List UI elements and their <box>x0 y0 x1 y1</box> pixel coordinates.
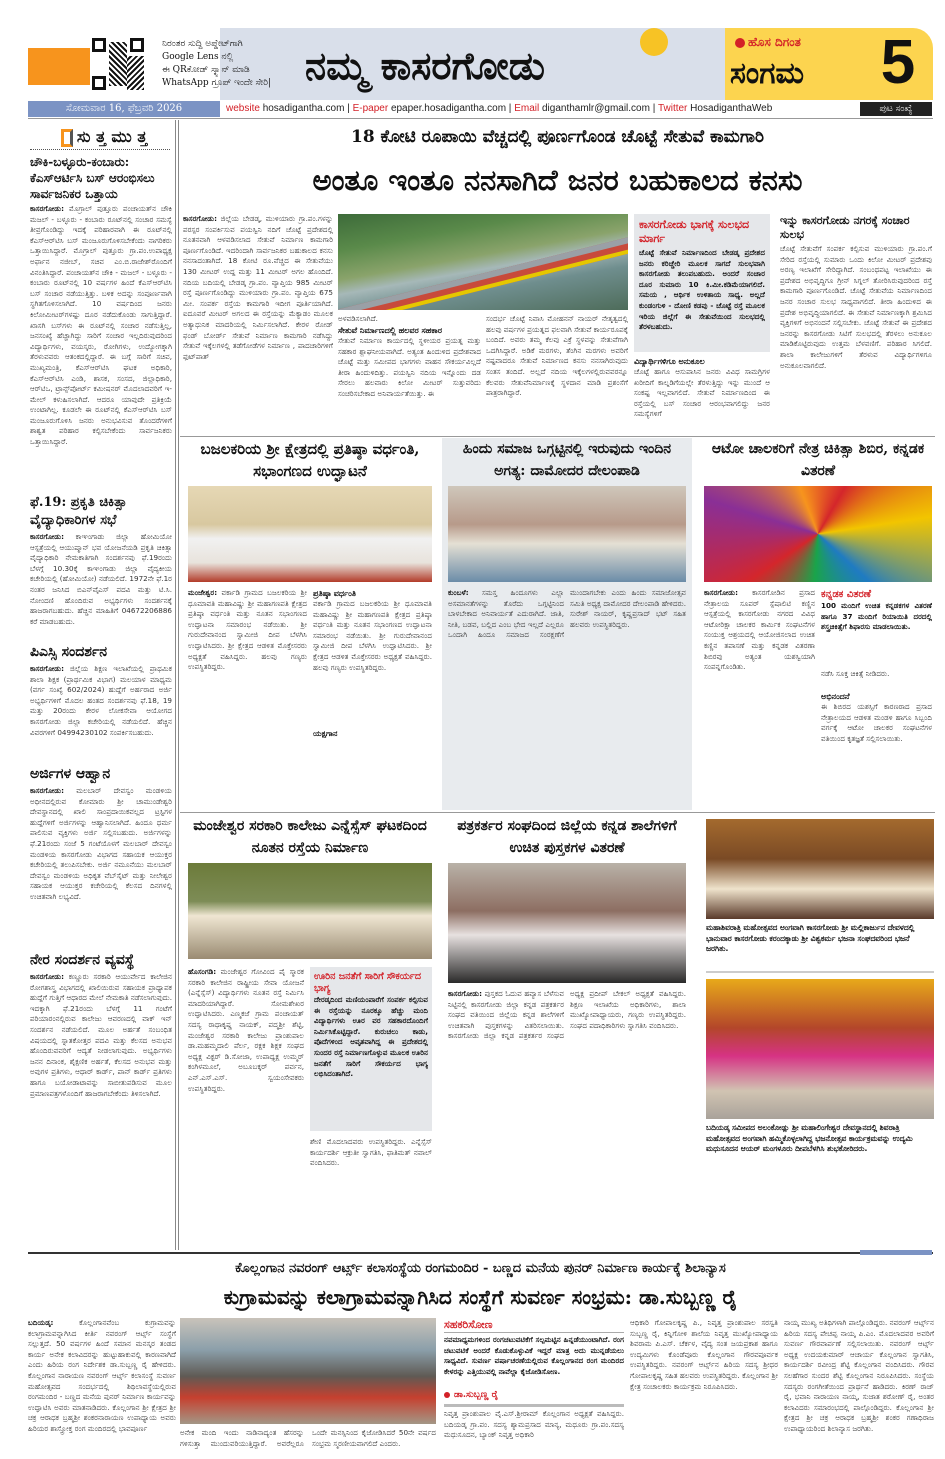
twitter-link[interactable]: HosadiganthaWeb <box>690 103 773 114</box>
article-headline: ಆಟೋ ಚಾಲಕರಿಗೆ ನೇತ್ರ ಚಿಕಿತ್ಸಾ ಶಿಬಿರ, ಕನ್ನಡಕ ವಿತರಣೆ <box>711 441 925 479</box>
qr-line: ಈ QRಕೋಡ್ ಸ್ಕ್ಯಾನ್ ಮಾಡಿ <box>162 65 250 75</box>
lead-headline: ಅಂತೂ ಇಂತೂ ನನಸಾಗಿದೆ ಜನರ ಬಹುಕಾಲದ ಕನಸು <box>312 163 803 197</box>
box-body: 100 ಮಂದಿಗೆ ಉಚಿತ ಕನ್ನಡಕಗಳ ವಿತರಣೆ ಹಾಗೂ 37 ಮಂದಿಗೆ ರಿಯಾಯಿತಿ ದರದಲ್ಲಿ ಶಸ್ತ್ರಚಿಕಿತ್ಸೆಗೆ ಶಿಫಾರಸು ಮಾಡಲಾಯಿತು. <box>821 601 932 632</box>
qr-line: WhatsApp ಗ್ರೂಪ್ ಇಂದೇ ಸೇರಿ| <box>162 78 272 88</box>
column-divider <box>175 120 179 1250</box>
bottom-body-col4: ಆಧಿಕಾರಿ ಗೋಪಾಲಕೃಷ್ಣ ಪಿ., ನಿವೃತ್ತ ಪ್ರಾಂಶುಪಾಲ ಸರಸ್ವತಿ ಸುಬ್ಬಣ್ಣ ರೈ, ಕಿನ್ನಿಗೋಳಿ ಶಾಲೆಯ ನಿವೃತ್ತ ಮುಖ್ಯೋಪಾಧ್ಯಾಯ ಶಿವರಾಮ ಪಿ.ಎಸ್. ಚೆರ್ಕಳ, ವೈದ್ಯ ಸಂತ ಜಯಪ್ರಕಾಶ ಹಾಗೂ ಉದ್ಯಮಿಗಳು ಕೊಂಡೆವೂರು ಕೊಲ್ಲಂಗಾನ ಗೌರವಪೂರ್ವಕ ಉಪಸ್ಥಿತರಿದ್ದರು. ನವರಂಗ್ ಆರ್ಟ್ಸ್‌ನ ಹಿರಿಯ ಸದಸ್ಯ ಶ್ರೀಧರ ಗೋಪಾಲಕೃಷ್ಣ ಸಹಿತ ಹಲವರು ಉಪಸ್ಥಿತರಿದ್ದರು. ಕೊಲ್ಲಂಗಾನ ಶ್ರೀ ಕ್ಷೇತ್ರ ಸಂಚಾಲಕರು ಕಾರ್ಯಕ್ರಮ ನಿರೂಪಿಸಿದರು. <box>630 1318 778 1391</box>
divider <box>28 1252 933 1254</box>
sidebox-body: ಚೊಟ್ಟೆ ಸೇತುವೆ ನಿರ್ಮಾಣದಿಂದ ಬೇಡಡ್ಕ ಪ್ರದೇಶದ ಜನರು ಕರಿಚ್ಚೇರಿ ಮೂಲಕ ಸಾಗದೆ ಸುಲಭವಾಗಿ ಕಾಸರಗೋಡು ತಲುಪಬಹುದು. ಅಂದರೆ ಸಂಚಾರ ದೂರ ಸುಮಾರು 10 ಕಿ.ಮೀ.ಕಡಿಮೆಯಾಗಲಿದೆ. ಸಮಯ , ಆರ್ಥಿಕ ಉಳಿತಾಯ ಸಾಧ್ಯ. ಅಲ್ಲದೆ ಕುಂಡಂಗುಳಿ - ದೋಣಿ ಕಡವು - ಚೊಟ್ಟೆ ರಸ್ತೆ ಮೂಲಕ ಇರಿಯ ಜಿಲ್ಲೆಗೆ ಈ ಸೇತುವೆಯಿಂದ ಸುಲಭದಲ್ಲಿ ತೆರಳಬಹುದು. <box>639 248 765 332</box>
article-headline: ನೇರ ಸಂದರ್ಶನ ವ್ಯವಸ್ಥೆ <box>30 952 135 968</box>
contact-links: website hosadigantha.com | E-paper epaper.hosadigantha.com | Email diganthamlr@gmail.com | Twitter HosadiganthaWeb <box>226 103 773 114</box>
article-headline: ಚೌಕಿ-ಬಳ್ಳೂರು-ಕಂಬಾರು: ಕೆಎಸ್ಆರ್ಟಿಸಿ ಬಸ್ ಆರಂಭಿಸಲು ಸಾರ್ವಜನಿಕರ ಒತ್ತಾಯ <box>30 155 155 201</box>
website-link[interactable]: hosadigantha.com <box>262 103 345 114</box>
article-manjeshwar <box>182 815 438 1249</box>
quote-title: ಸಹಕರಿಸೋಣ <box>444 1318 493 1331</box>
bottom-headline: ಕುಗ್ರಾಮವನ್ನು ಕಲಾಗ್ರಾಮವನ್ನಾಗಿಸಿದ ಸಂಸ್ಥೆಗೆ ಸುವರ್ಣ ಸಂಭ್ರಮ: ಡಾ.ಸುಬ್ಬಣ್ಣ ರೈ <box>223 1285 738 1309</box>
foundation-photo <box>180 1318 436 1424</box>
divider <box>444 1404 624 1407</box>
box-body: ದೇರಡ್ಕದಿಂದ ಮಣಿಯಂಪಾರೆಗೆ ಸಂಪರ್ಕ ಕಲ್ಪಿಸುವ ಈ ರಸ್ತೆಯನ್ನು ನೂರಕ್ಕೂ ಹೆಚ್ಚು ಮಂದಿ ವಿದ್ಯಾರ್ಥಿಗಳು ಊರ ವರ ಸಹಕಾರದೊಂದಿಗೆ ನಿರ್ಮಿಸಿಕೊಟ್ಟಿದ್ದಾರೆ. ಕುರುಚಲು ಕಾಡು, ಪೊದೆಗಳಿಂದ ಆವೃತವಾಗಿದ್ದ ಈ ಪ್ರದೇಶದಲ್ಲಿ ಸುಂದರ ರಸ್ತೆ ನಿರ್ಮಾಣಗೊಳ್ಳುವ ಮೂಲಕ ಊರಿನ ಜನತೆಗೆ ಸಾರಿಗೆ ಸೌಕರ್ಯದ ಭಾಗ್ಯ ಲಭಿಸಿದಂತಾಗಿದೆ. <box>314 995 428 1079</box>
divider <box>180 812 935 813</box>
bottom-subheadline: ಕೊಲ್ಲಂಗಾನ ನವರಂಗ್ ಆರ್ಟ್ಸ್ ಕಲಾಸಂಸ್ಥೆಯ ರಂಗಮಂದಿರ - ಬಣ್ಣದ ಮನೆಯ ಪುನರ್ ನಿರ್ಮಾಣ ಕಾರ್ಯಕ್ಕೆ ಶಿಲಾನ್ಯಾಸ <box>235 1261 726 1276</box>
article-body: ಕಾಸರಗೋಡು: ಜಿಲ್ಲೆಯ ಶಿಕ್ಷಣ ಇಲಾಖೆಯಲ್ಲಿ ಪ್ರಾಥಮಿಕ ಶಾಲಾ ಶಿಕ್ಷಕ (ಪ್ರಾರ್ಥಮಿಕ ವಿಭಾಗ) ಮಲಯಾಳ ಮಾಧ್ಯಮ (ವರ್ಗ ಸಂಖ್ಯೆ 602/2024) ಹುದ್ದೆಗೆ ಅರ್ಹರಾದ ಅರ್ಜಿ ಅಭ್ಯರ್ಥಿಗಳಿಗೆ ಮೊದಲ ಹಂತದ ಸಂದರ್ಶನವು ಫೆ.18, 19 ಮತ್ತು 20ರಂದು ಕೇರಳ ಲೋಕಸೇವಾ ಆಯೋಗದ ಕಾಸರಗೋಡು ಜಿಲ್ಲಾ ಕಚೇರಿಯಲ್ಲಿ ನಡೆಯಲಿದೆ. ಹೆಚ್ಚಿನ ವಿವರಗಳಿಗೆ 04994230102 ಸಂಪರ್ಕಿಸಬಹುದು. <box>30 664 172 737</box>
lead-subheadline: 18 ಕೋಟಿ ರೂಪಾಯಿ ವೆಚ್ಚದಲ್ಲಿ ಪೂರ್ಣಗೊಂಡ ಚೊಟ್ಟೆ ಸೇತುವೆ ಕಾಮಗಾರಿ <box>350 127 764 147</box>
divider <box>30 149 170 150</box>
text: ಸೇತುವೆ ನಿರ್ಮಾಣ ಕಾರ್ಯದಲ್ಲಿ ಸ್ಥಳೀಯರ ಪ್ರಯತ್ನ ಮತ್ತು ಸಹಕಾರ ಶ್ಲಾಘನೀಯವಾಗಿದೆ. ಅತ್ಯಂತ ಹಿಂದುಳಿದ ಪ್ರದೇಶವಾದ ಚೊಟ್ಟೆ ಮತ್ತು ಸಮೀಪದ ಭಾಗಗಳು ವಾಹನ ಸೌಕರ್ಯವಿಲ್ಲದೆ ತೀರಾ ಹಿಂದುಳಿದಿತ್ತು. ಪಯಸ್ವಿನಿ ನದಿಯ ಇನ್ನೊಂದು ದಡ ಸೇರಲು ಹಲವಾರು ಕಿಲೋ ಮೀಟರ್ ಸುತ್ತುವರಿದು ಸಂಚರಿಸಬೇಕಾದ ಅನಿವಾರ್ಯತೆಯಿತ್ತು. ಈ <box>338 336 481 398</box>
left-column <box>30 152 172 1248</box>
sun-decoration <box>640 28 668 56</box>
article-body: ಕಾಸರಗೋಡು: ಪುಸ್ತಕದ ಓದುವ ಹವ್ಯಾಸ ಬೆಳೆಸುವ ನಿಟ್ಟಿನಲ್ಲಿ ಕಾಸರಗೋಡು ಜಿಲ್ಲಾ ಕನ್ನಡ ಪತ್ರಕರ್ತರ ಸಂಘದ ವತಿಯಿಂದ ಜಿಲ್ಲೆಯ ಕನ್ನಡ ಶಾಲೆಗಳಿಗೆ ಉಚಿತವಾಗಿ ಪುಸ್ತಕಗಳನ್ನು ವಿತರಿಸಲಾಯಿತು. ಕಾಸರಗೋಡು ಜಿಲ್ಲಾ ಕನ್ನಡ ಪತ್ರಕರ್ತರ ಸಂಘದ ಅಧ್ಯಕ್ಷ ಪ್ರದೀಪ್ ಬೇಕಲ್ ಅಧ್ಯಕ್ಷತೆ ವಹಿಸಿದ್ದರು. ಶಿಕ್ಷಣ ಇಲಾಖೆಯ ಅಧಿಕಾರಿಗಳು, ಶಾಲಾ ಮುಖ್ಯೋಪಾಧ್ಯಾಯರು, ಗಣ್ಯರು ಉಪಸ್ಥಿತರಿದ್ದರು. ಸಂಘದ ಪದಾಧಿಕಾರಿಗಳು ಸ್ವಾಗತಿಸಿ ವಂದಿಸಿದರು. <box>448 989 686 1041</box>
photo-caption: ಬದಿಯಡ್ಕ ಸಮೀಪದ ಅಲಂಕೋಡ್ಲು ಶ್ರೀ ಮಹಾಲಿಂಗೇಶ್ವರ ದೇವಸ್ಥಾನದಲ್ಲಿ ಶಿವರಾತ್ರಿ ಮಹೋತ್ಸವದ ಅಂಗವಾಗಿ ಹಮ್ಮಿಕೊಳ್ಳಲಾಗಿದ್ದ ಭಜನೋತ್ಸವ ಕಾರ್ಯಕ್ರಮವನ್ನು ಉದ್ಯಮಿ ಮಧುಸೂದನ ಆಯರ್ ಮಂಗಳೂರು ದೀಪಬೆಳಗಿಸಿ ಶುಭಕೋರಿದರು. <box>706 1123 913 1153</box>
article-bajalakari <box>182 438 438 810</box>
issue-date: ಸೋಮವಾರ 16, ಫೆಬ್ರವರಿ 2026 <box>28 101 220 117</box>
subheading: ವಿದ್ಯಾರ್ಥಿಗಳಿಗೂ ಅನುಕೂಲ <box>634 356 705 366</box>
article-headline: ಪತ್ರಕರ್ತರ ಸಂಘದಿಂದ ಜಿಲ್ಲೆಯ ಕನ್ನಡ ಶಾಲೆಗಳಿಗೆ ಉಚಿತ ಪುಸ್ತಕಗಳ ವಿತರಣೆ <box>457 818 677 856</box>
text: ಅಳವಡಿಸಲಾಗಿದೆ. <box>338 314 378 323</box>
qr-code-icon[interactable] <box>92 38 144 90</box>
page-tag: ಪುಟ ಸಂಖ್ಯೆ <box>860 102 932 116</box>
article-body: ಮಂಜೇಶ್ವರ: ವರ್ಕಾಡಿ ಗ್ರಾಮದ ಬಜಲಕರಿಯ ಶ್ರೀ ಧೂಮಾವತಿ ಮಹಾವಿಷ್ಣು ಶ್ರೀ ಮಹಾಗಣಪತಿ ಕ್ಷೇತ್ರದ ಪ್ರತಿಷ್ಠಾ ವರ್ಧಂತಿ ಮತ್ತು ನೂತನ ಸಭಾಂಗಣದ ಉದ್ಘಾಟನಾ ಸಮಾರಂಭ ನಡೆಯಿತು. ಶ್ರೀ ಗುರುದೇವಾನಂದ ಸ್ವಾಮೀಜಿ ದೀಪ ಬೆಳಗಿಸಿ ಉದ್ಘಾಟಿಸಿದರು. ಶ್ರೀ ಕ್ಷೇತ್ರದ ಆಡಳಿತ ಮೊಕ್ತೇಸರರು ಅಧ್ಯಕ್ಷತೆ ವಹಿಸಿದ್ದರು. ಹಲವು ಗಣ್ಯರು ಉಪಸ್ಥಿತರಿದ್ದರು. <box>188 588 307 672</box>
sidebox-title: ಕಾಸರಗೋಡು ಭಾಗಕ್ಕೆ ಸುಲಭದ ಮಾರ್ಗ <box>639 218 750 245</box>
ngo-road-photo <box>188 863 432 959</box>
article-headline: ಮಂಜೇಶ್ವರ ಸರಕಾರಿ ಕಾಲೇಜು ಎನ್ನೆಸ್ಸೆಸ್ ಘಟಕದಿಂದ ನೂತನ ರಸ್ತೆಯ ನಿರ್ಮಾಣ <box>193 818 427 856</box>
link-label: E-paper <box>352 103 389 114</box>
text: ನಡೆಸಿ ಸೂಕ್ತ ಚಿಕಿತ್ಸೆ ನೀಡಿದರು. <box>821 669 890 678</box>
divider <box>180 436 935 437</box>
lead-body-col1: ಕಾಸರಗೋಡು: ಜಿಲ್ಲೆಯ ಬೇಡಡ್ಕ, ಮುಳಿಯಾರು ಗ್ರಾ.ಪಂ.ಗಳನ್ನು ಪರಸ್ಪರ ಸಂಪರ್ಕಿಸುವ ಪಯಸ್ವಿನಿ ನದಿಗೆ ಚೊಟ್ಟೆ ಪ್ರದೇಶದಲ್ಲಿ ನೂತನವಾಗಿ ಆಳವಡಿಸಲಾದ ಸೇತುವೆ ನಿರ್ಮಾಣ ಕಾಮಗಾರಿ ಪೂರ್ಣಗೊಂಡಿದೆ. ಇದರಿಂದಾಗಿ ಸಾರ್ವಜನಿಕರ ಬಹುಕಾಲದ ಕನಸು ನನಸಾದಂತಾಗಿದೆ. 18 ಕೋಟಿ ರೂ.ವೆಚ್ಚದ ಈ ಸೇತುವೆಯು 130 ಮೀಟರ್ ಉದ್ದ ಮತ್ತು 11 ಮೀಟರ್ ಅಗಲ ಹೊಂದಿದೆ. ನದಿಯ ಬದಿಯಲ್ಲಿ ಬೇಡಡ್ಕ ಗ್ರಾ.ಪಂ. ವ್ಯಾಪ್ತಿಯ 985 ಮೀಟರ್ ರಸ್ತೆ ಪೂರ್ಣಗೊಂಡಿದ್ದು ಮುಳಿಯಾರು ಗ್ರಾ.ಪಂ. ವ್ಯಾಪ್ತಿಯ 675 ಮೀ. ಸಂಪರ್ಕ ರಸ್ತೆಯ ಕಾಮಗಾರಿ ಇದೀಗ ಪೂರ್ತಿಯಾಗಿದೆ. ಐದೂವರೆ ಮೀಟರ್ ಅಗಲದ ಈ ರಸ್ತೆಯನ್ನು ಮೆಕ್ಯಾಡಂ ಮೂಲಕ ಅತ್ಯಾಧುನಿಕ ಮಾದರಿಯಲ್ಲಿ ನಿರ್ಮಿಸಲಾಗಿದೆ. ಕೇರಳ ರೋಡ್ ಫಂಡ್ ಬೋರ್ಡ್ ಸೇತುವೆ ನಿರ್ಮಾಣ ಕಾಮಗಾರಿ ನಡೆಸಿದ್ದು ಸೇತುವೆ ಇಕ್ಕೆಲಗಳಲ್ಲಿ ತಡೆಗೋಡೆಗಳ ನಿರ್ಮಾಣ , ಪಾದಚಾರಿಗಳಿಗೆ ಫುಟ್‌ಪಾತ್ <box>183 214 333 361</box>
article-headline: ಅರ್ಜಿಗಳ ಆಹ್ವಾನ <box>30 766 111 782</box>
accent-bar <box>860 1250 932 1255</box>
page-number: 5 <box>880 28 916 97</box>
door-icon <box>61 129 73 147</box>
book-distribution-photo <box>448 863 686 983</box>
lead-body-col3: ಸಂದರ್ಭ ಚೊಟ್ಟೆ ನಿವಾಸಿ ಮೋಹನನ್ ನಾಯರ್ ನೇತೃತ್ವದಲ್ಲಿ ಹಲವು ವರ್ಷಗಳ ಪ್ರಯತ್ನದ ಫಲವಾಗಿ ಸೇತುವೆ ಕಾರ್ಯರೂಪಕ್ಕೆ ಬಂದಿದೆ. ಅವರು ತಮ್ಮ ಕೆಲವು ಎಕ್ರೆ ಸ್ಥಳವನ್ನು ಸೇತುವೆಗಾಗಿ ಒದಗಿಸಿದ್ದಾರೆ. ಅಡಿಕೆ ಮರಗಳು, ತೆಂಗಿನ ಮರಗಳು ಅವರಿಗೆ ನಷ್ಟವಾದರೂ ಸೇತುವೆ ನಿರ್ಮಾಣದ ಕನಸು ನನಸಾಗಿರುವುದು ಸಂತಸ ತಂದಿದೆ. ಅಲ್ಲದೆ ನದಿಯ ಇಕ್ಕೆಲಗಳಲ್ಲಿರುವವರನ್ನೂ ಕೆಲವರು ಸೇತುವೆನಿರ್ಮಾಣಕ್ಕೆ ಸ್ಥಳದಾನ ಮಾಡಿ ಪ್ರಶಂಸೆಗೆ ಪಾತ್ರರಾಗಿದ್ದಾರೆ. <box>486 314 628 398</box>
article-body: ಶೇಣಿ ಮೊದಲಾದವರು ಉಪಸ್ಥಿತರಿದ್ದರು. ಎನ್ನೆಸ್ಸೆಸ್ ಕಾರ್ಯದರ್ಶಿ ಆಕ್ರುತೀ ಸ್ವಾಗತಿಸಿ, ಫಾತಿಮತ್ ನವಾಲ್ ವಂದಿಸಿದರು. <box>310 1137 432 1168</box>
divider <box>706 971 934 973</box>
article-body: ವರ್ಕಾಡಿ ಗ್ರಾಮದ ಬಜಲಕರಿಯ ಶ್ರೀ ಧೂಮಾವತಿ ಮಹಾವಿಷ್ಣು ಶ್ರೀ ಮಹಾಗಣಪತಿ ಕ್ಷೇತ್ರದ ಪ್ರತಿಷ್ಠಾ ವರ್ಧಂತಿ ಮತ್ತು ನೂತನ ಸಭಾಂಗಣದ ಉದ್ಘಾಟನಾ ಸಮಾರಂಭ ನಡೆಯಿತು. ಶ್ರೀ ಗುರುದೇವಾನಂದ ಸ್ವಾಮೀಜಿ ದೀಪ ಬೆಳಗಿಸಿ ಉದ್ಘಾಟಿಸಿದರು. ಶ್ರೀ ಕ್ಷೇತ್ರದ ಆಡಳಿತ ಮೊಕ್ತೇಸರರು ಅಧ್ಯಕ್ಷತೆ ವಹಿಸಿದ್ದರು. ಹಲವು ಗಣ್ಯರು ಉಪಸ್ಥಿತರಿದ್ದರು. <box>313 599 432 672</box>
subheading: ಅಭಿನಂದನೆ <box>821 691 850 701</box>
subheading: ಪ್ರತಿಷ್ಠಾ ವರ್ಧಂತಿ <box>313 588 357 598</box>
article-eye-camp <box>698 438 938 810</box>
text: ಈ ಶಿಬಿರದ ಯಶಸ್ಸಿಗೆ ಕಾರಣರಾದ ಪ್ರಸಾದ ನೇತ್ರಾಲಯದ ಆಡಳಿತ ಮಂಡಳಿ ಹಾಗೂ ಸಿಬ್ಬಂದಿ ವರ್ಗಕ್ಕೆ ಆಟೋ ಚಾಲಕರ ಸಂಘಟನೆಗಳ ವತಿಯಿಂದ ಕೃತಜ್ಞತೆ ಸಲ್ಲಿಸಲಾಯಿತು. <box>821 702 932 743</box>
side-body: ಚೊಟ್ಟೆ ಸೇತುವೆಗೆ ಸಂಪರ್ಕ ಕಲ್ಪಿಸುವ ಮುಳಿಯಾರು ಗ್ರಾ.ಪಂ.ಗೆ ಸೇರಿದ ರಸ್ತೆಯಲ್ಲಿ ಸುಮಾರು ಒಂದು ಕಿಲೋ ಮೀಟರ್ ಪ್ರದೇಶವು ಅರಣ್ಯ ಇಲಾಖೆಗೆ ಸೇರಿದ್ದಾಗಿದೆ. ಸಂಬಂಧಪಟ್ಟ ಇಲಾಖೆಯು ಈ ಪ್ರದೇಶದ ಅಭಿವೃದ್ಧಿಗೂ ಗ್ರೀನ್ ಸಿಗ್ನಲ್ ತೋರಿಸಿರುವುದರಿಂದ ರಸ್ತೆ ಕಾಮಗಾರಿ ಪೂರ್ಣಗೊಂಡಿದೆ. ಚೊಟ್ಟೆ ಸೇತುವೆಯ ನಿರ್ಮಾಣದಿಂದ ಜನರ ಸಂಚಾರ ಸುಲಭ ಸಾಧ್ಯವಾಗಲಿದೆ. ತೀರಾ ಹಿಂದುಳಿದ ಈ ಪ್ರದೇಶ ಅಭಿವೃದ್ಧಿಯಾಗಲಿದೆ. ಈ ಸೇತುವೆ ನಿರ್ಮಾಣಕ್ಕಾಗಿ ಶ್ರಮಿಸಿದ ವ್ಯಕ್ತಿಗಳಿಗೆ ಅಭಿನಂದನೆ ಸಲ್ಲಿಸಬೇಕು. ಚೊಟ್ಟೆ ಸೇತುವೆ ಈ ಪ್ರದೇಶದ ಜನರನ್ನು ಕಾಸರಗೋಡು ಸಿಟಿಗೆ ಸುಲಭದಲ್ಲಿ ತೆರಳಲು ಅನುಕೂಲ ಮಾಡಿಕೊಟ್ಟಿರುವುದು ಉತ್ತಮ ಬೆಳವಣಿಗೆ. ಪರಿಹಾರ ಸಿಗಲಿದೆ. ಶಾಲಾ ಕಾಲೇಜುಗಳಿಗೆ ತೆರಳುವ ವಿದ್ಯಾರ್ಥಿಗಳಿಗೂ ಅನುಕೂಲವಾಗಲಿದೆ. <box>780 244 932 370</box>
photo-news-column <box>700 815 940 1249</box>
text: ಚೊಟ್ಟೆ ಹಾಗೂ ಆಸುಪಾಸಿನ ಜನರು ವಿವಿಧ ಸಾಮಗ್ರಿಗಳ ಖರೀದಿಗೆ ಕಾಲ್ನಡಿಗೆಯಲ್ಲೇ ತೆರಳುತ್ತಿದ್ದು ಇನ್ನು ಮುಂದೆ ಆ ಸಂಕಷ್ಟ ಇಲ್ಲವಾಗಲಿದೆ. ಸೇತುವೆ ನಿರ್ಮಾಣದಿಂದ ಈ ರಸ್ತೆಯಲ್ಲಿ ಬಸ್ ಸಂಚಾರ ಆರಂಭವಾಗಲಿದ್ದು ಜನರ ಸಮಸ್ಯೆಗಳಿಗೆ <box>634 367 770 419</box>
eye-camp-photo <box>704 486 932 582</box>
photo-caption: ಮಹಾಶಿವರಾತ್ರಿ ಮಹೋತ್ಸವದ ಅಂಗವಾಗಿ ಕಾಸರಗೋಡು ಶ್ರೀ ಮಲ್ಲಿಕಾರ್ಜುನ ದೇವಳದಲ್ಲಿ ಭಾನುವಾರ ಕಾಸರಗೋಡು ಕರಂದಕ್ಕಾಡು ಶ್ರೀ ವಿಶ್ವಕರ್ಮ ಭಜನಾ ಸಂಘದವರಿಂದ ಭಜನೆ ಜರಗಿತು. <box>706 923 915 953</box>
info-box <box>310 967 432 1131</box>
article-headline: ಹಿಂದು ಸಮಾಜ ಒಗ್ಗಟ್ಟಿನಲ್ಲಿ ಇರುವುದು ಇಂದಿನ ಅಗತ್ಯ: ದಾಮೋದರ ದೇಲಂಪಾಡಿ <box>462 441 672 479</box>
divider <box>28 118 933 119</box>
bhajan-photo <box>706 819 934 919</box>
article-body: ಕಾಸರಗೋಡು: ಕಾಸರಗೋಡಿನ ಪ್ರಸಾದ ನೇತ್ರಾಲಯ ಸೂಪರ್ ಸ್ಪೆಷಾಲಿಟಿ ಕಣ್ಣಿನ ಆಸ್ಪತ್ರೆಯಲ್ಲಿ ಕಾಸರಗೋಡು ನಗರದ ವಿವಿಧ ಆಟೋರಿಕ್ಷಾ ಚಾಲಕರ ಕಾರ್ಮಿಕ ಸಂಘಟನೆಗಳ ಸಂಯುಕ್ತ ಆಶ್ರಯದಲ್ಲಿ ಆಯೋಜಿಸಲಾದ ಉಚಿತ ಕಣ್ಣಿನ ತಪಾಸಣೆ ಮತ್ತು ಕನ್ನಡಕ ವಿತರಣಾ ಶಿಬಿರವು ಅತ್ಯಂತ ಯಶಸ್ವಿಯಾಗಿ ಸಂಪನ್ನಗೊಂಡಿತು. <box>704 588 815 672</box>
brand-logo: ಹೊಸ ದಿಗಂತ <box>735 34 855 50</box>
orange-block <box>28 48 90 85</box>
text: ನಿವೃತ್ತ ಪ್ರಾಂಶುಪಾಲ ವೈ.ಎಸ್.ಶ್ರೀರಾಮ್ ಕೊಲ್ಲಂಗಾನ ಅಧ್ಯಕ್ಷತೆ ವಹಿಸಿದ್ದರು. ಬದಿಯಡ್ಕ ಗ್ರಾ.ಪಂ. ಸದಸ್ಯ ಶ್ಯಾಮಪ್ರಸಾದ ಮಾನ್ಯ, ಮಧೂರು ಗ್ರಾ.ಪಂ.ಸದಸ್ಯ ಮಧುಸೂದನ, ಬ್ಯಾಂಕ್ ನಿವೃತ್ತ ಅಧಿಕಾರಿ <box>444 1409 624 1440</box>
side-title: ಇನ್ನು ಕಾಸರಗೋಡು ನಗರಕ್ಕೆ ಸಂಚಾರ ಸುಲಭ <box>780 214 910 241</box>
lead-side-column <box>780 214 932 432</box>
article-hindu-samaja <box>442 438 692 810</box>
article-body: ಕಾಸರಗೋಡು: ಕಣ್ಣೂರು ಸರಕಾರಿ ಆಯುರ್ವೇದ ಕಾಲೇಜಿನ ರೋಗಶಾಸ್ತ್ರ ವಿಭಾಗದಲ್ಲಿ ಖಾಲಿಯಿರುವ ಸಹಾಯಕ ಪ್ರಾಧ್ಯಾಪಕ ಹುದ್ದೆಗೆ ಗುತ್ತಿಗೆ ಆಧಾರದ ಮೇಲೆ ನೇಮಕಾತಿ ನಡೆಸಲಾಗುವುದು. ಇದಕ್ಕಾಗಿ ಫೆ.21ರಂದು ಬೆಳಗ್ಗೆ 11 ಗಂಟೆಗೆ ಪರಿಯಾರಂನಲ್ಲಿರುವ ಕಾಲೇಜು ಆವರಣದಲ್ಲಿ ವಾಕ್ ಇನ್ ಸಂದರ್ಶನ ನಡೆಯಲಿದೆ. ಮೂಲ ಅರ್ಹತೆ ಸಂಬಂಧಿತ ವಿಷಯದಲ್ಲಿ ಸ್ನಾತಕೋತ್ತರ ಪದವಿ ಮತ್ತು ಕೆಲಸದ ಅನುಭವ ಹೊಂದಿರುವವರಿಗೆ ಆದ್ಯತೆ ನೀಡಲಾಗುವುದು. ಅಭ್ಯರ್ಥಿಗಳು ಜನನ ದಿನಾಂಕ, ಶೈಕ್ಷಣಿಕ ಅರ್ಹತೆ, ಕೆಲಸದ ಅನುಭವ ಮತ್ತು ಅವುಗಳ ಪ್ರತಿಗಳು, ಆಧಾರ್ ಕಾರ್ಡ್, ಪಾನ್ ಕಾರ್ಡ್ ಪ್ರತಿಗಳು ಹಾಗೂ ಬಯೋಡಾಟಾವನ್ನು ಸಾಬೀತುಪಡಿಸುವ ಮೂಲ ಪ್ರಮಾಣಪತ್ರಗಳೊಂದಿಗೆ ಹಾಜರಾಗಬೇಕೆಂದು ತಿಳಿಸಲಾಗಿದೆ. <box>30 972 172 1098</box>
quote-author: ಡಾ.ಸುಬ್ಬಣ್ಣ ರೈ <box>444 1388 624 1402</box>
lead-body-col2 <box>338 314 481 432</box>
qr-line: ನಿರಂತರ ಸುದ್ದಿ ಅಪ್ಡೇಟ್‌ಗಾಗಿ <box>162 39 243 49</box>
article-headline: ಬಜಲಕರಿಯ ಶ್ರೀ ಕ್ಷೇತ್ರದಲ್ಲಿ ಪ್ರತಿಷ್ಠಾ ವರ್ಧಂತಿ, ಸಭಾಂಗಣದ ಉದ್ಘಾಟನೆ <box>200 440 420 480</box>
article-headline: ಪಿಎಸ್ಸಿ ಸಂದರ್ಶನ <box>30 644 108 660</box>
link-label: Twitter <box>657 103 688 114</box>
bottom-body-col5: ನಾಯ್ಕ ಮುಖ್ಯ ಅತಿಥಿಗಳಾಗಿ ಪಾಲ್ಗೊಂಡಿದ್ದರು. ನವರಂಗ್ ಆರ್ಟ್ಸ್‌ನ ಹಿರಿಯ ಸದಸ್ಯ ಪೇಚಪ್ಪ ನಾಯ್ಕ ಪಿ.ಎಂ. ಮೊದಲಾದವರ ಅವರಿಗೆ ಸುವರ್ಣ ಗೌರವಾರ್ಪಣೆ ಸಲ್ಲಿಸಲಾಯಿತು. ನವರಂಗ್ ಆರ್ಟ್ಸ್ ಅಧ್ಯಕ್ಷ ಉದಯಕುಮಾರ್ ಆಚಾರ್ಯ ಕೊಲ್ಲಂಗಾನ ಸ್ವಾಗತಿಸಿ, ಕಾರ್ಯದರ್ಶಿ ರವೀಂದ್ರ ಶೆಟ್ಟಿ ಕೊಲ್ಲಂಗಾನ ವಂದಿಸಿದರು. ಗೌರವ ಸಲಹೆಗಾರ ಸುಂದರ ಶೆಟ್ಟಿ ಕೊಲ್ಲಂಗಾನ ನಿರೂಪಿಸಿದರು. ಸಂಸ್ಥೆಯ ಸದಸ್ಯರು ರಂಗಗೀತೆಯಿಂದ ಪ್ರಾರ್ಥನೆ ಹಾಡಿದರು. ಕಿರಣ್ ರಾಜ್ ರೈ, ಭವಾನಿ ನಾರಾಯಣ ನಾಯ್ಕ, ಸುಜಾತ ಶರೋಣ್ ರೈ, ಅಂತರ ಕಲಾವಿದರು ಸಮಾರಂಭದಲ್ಲಿ ಪಾಲ್ಗೊಂಡಿದ್ದರು. ಕೊಲ್ಲಂಗಾನ ಶ್ರೀ ಕ್ಷೇತ್ರದ ಶ್ರೀ ಚಕ್ರ ಆರಾಧಕ ಬ್ರಹ್ಮಶ್ರೀ ಶಂಕರ ಗಣಾಧಿರಾಜ ಉಪಾಧ್ಯಾಯರಿಂದ ಶಿಲಾನ್ಯಾಸ ಜರಗಿತು. <box>784 1318 934 1433</box>
article-journalists <box>442 815 692 1249</box>
article-body: ಕಾಸರಗೋಡು: ಮಲಬಾರ್ ದೇವಸ್ವಂ ಮಂಡಳಿಯ ಅಧೀನದಲ್ಲಿರುವ ಕೋಮಾರು ಶ್ರೀ ಚಾಮುಂಡೇಶ್ವರಿ ದೇವಸ್ಥಾನದಲ್ಲಿ ಖಾಲಿ ಸಾಂಪ್ರದಾಯಿಕವಲ್ಲದ ಟ್ರಸ್ಟಿಗಳ ಹುದ್ದೆಗಳಿಗೆ ಅರ್ಜಿಗಳನ್ನು ಆಹ್ವಾನಿಸಲಾಗಿದೆ. ಹಿಂದೂ ಧರ್ಮ ಪಾಲಿಸುವ ವ್ಯಕ್ತಿಗಳು ಅರ್ಜಿ ಸಲ್ಲಿಸಬಹುದು. ಅರ್ಜಿಗಳನ್ನು ಫೆ.21ರಂದು ಸಂಜೆ 5 ಗಂಟೆಯೊಳಗೆ ಮಲಬಾರ್ ದೇವಸ್ವಂ ಮಂಡಳಿಯ ಕಾಸರಗೋಡು ವಿಭಾಗದ ಸಹಾಯಕ ಆಯುಕ್ತರ ಕಚೇರಿಯಲ್ಲಿ ತಲುಪಿಸಬೇಕು. ಅರ್ಜಿ ನಮೂನೆಯು ಮಲಬಾರ್ ದೇವಸ್ವಂ ಮಂಡಳಿಯ ಅಧಿಕೃತ ವೆಬ್‌ಸೈಟ್ ಮತ್ತು ನೀಲೇಶ್ವರ ಸಹಾಯಕ ಆಯುಕ್ತರ ಕಚೇರಿಯಲ್ಲಿ ಕೆಲಸದ ದಿನಗಳಲ್ಲಿ ಉಚಿತವಾಗಿ ಲಭ್ಯವಿದೆ. <box>30 786 172 901</box>
box-title: ಊರಿನ ಜನತೆಗೆ ಸಾರಿಗೆ ಸೌಕರ್ಯದ ಭಾಗ್ಯ <box>314 971 421 994</box>
column-title: ಸು ತ್ತ ಮು ತ್ತ <box>32 126 172 148</box>
article-body: ಕಾಸರಗೋಡು: ಕಾಞಂಗಾಡು ಜಿಲ್ಲಾ ಹೋಮಿಯೋ ಆಸ್ಪತ್ರೆಯಲ್ಲಿ ಆಯುಷ್ಮಾನ್ ಭವ ಯೋಜನೆಯಡಿ ಪ್ರಕೃತಿ ಚಿಕಿತ್ಸಾ ವೈದ್ಯಾಧಿಕಾರಿ ನೇಮಕಾತಿಗಾಗಿ ಸಂದರ್ಶನವು ಫೆ.19ರಂದು ಬೆಳಗ್ಗೆ 10.30ಕ್ಕೆ ಕಾಞಂಗಾಡು ಜಿಲ್ಲಾ ವೈದ್ಯಕೀಯ ಕಚೇರಿಯಲ್ಲಿ (ಹೋಮಿಯೋ) ನಡೆಯಲಿದೆ. 1972ನೇ ಫೆ.1ರ ನಂತರ ಜನಿಸಿದ ಬಿಎನ್‌ವೈಎಸ್ ಪದವಿ ಮತ್ತು ಟಿ.ಸಿ. ನೋಂದಣಿ ಹೊಂದಿರುವ ಅಭ್ಯರ್ಥಿಗಳು ಸಂದರ್ಶನಕ್ಕೆ ಹಾಜರಾಗಬಹುದು. ಹೆಚ್ಚಿನ ಮಾಹಿತಿಗೆ 04672206886 ಕರೆ ಮಾಡಬಹುದು. <box>30 532 172 626</box>
qr-line: Google Lens ನಲ್ಲಿ <box>162 52 234 62</box>
box-title: ಕನ್ನಡಕ ವಿತರಣೆ <box>821 589 872 600</box>
masthead-title: ನಮ್ಮ ಕಾಸರಗೋಡು <box>305 43 546 88</box>
article-body: ಕಾಸರಗೋಡು: ಮೊಗ್ರಾಲ್ ಪುತ್ತೂರು ಪಂಚಾಯತ್‌ನ ಚೌಕಿ ಮಜಲ್ - ಬಳ್ಳೂರು - ಕಂಬಾರು ರೂಟ್‌ನಲ್ಲಿ ಸಂಚಾರ ಸಮಸ್ಯೆ ತೀವ್ರಗೊಂಡಿದ್ದು ಇದಕ್ಕೆ ಪರಿಹಾರವಾಗಿ ಈ ರೂಟ್‌ನಲ್ಲಿ ಕೆಎಸ್ಆರ್‌ಟಿಸಿ ಬಸ್ ಮಂಜೂರುಗೊಳಿಸಬೇಕೆಂದು ನಾಗರಿಕರು ಒತ್ತಾಯಿಸಿದ್ದಾರೆ. ಮೊಗ್ರಾಲ್ ಪುತ್ತೂರು ಗ್ರಾ.ಪಂ.ಉಪಾಧ್ಯಕ್ಷ ಅರ್ಫಾನ ನಜೀಬ್, ಸಚಿವ ಎಂ.ಬಿ.ರಾಜೇಶ್‌ರೊಂದಿಗೆ ವಿನಂತಿಸಿದ್ದಾರೆ. ಪಂಚಾಯತ್‌ನ ಚೌಕಿ - ಮಜಲ್ - ಬಳ್ಳೂರು - ಕಂಬಾರು ರೂಟ್‌ನಲ್ಲಿ 10 ವರ್ಷಗಳ ಹಿಂದೆ ಕೆಎಸ್ಆರ್‌ಟಿಸಿ ಬಸ್ ಸಂಚಾರ ನಡೆಯುತ್ತಿತ್ತು. ಬಳಿಕ ಅದನ್ನು ಸಂಪೂರ್ಣವಾಗಿ ಸ್ಥಗಿತಗೊಳಿಸಲಾಗಿದೆ. 10 ವರ್ಷದಿಂದ ಜನರು ಕಿಲೋಮೀಟರ್‌ಗಳಷ್ಟು ದೂರ ನಡೆದುಕೊಂಡು ಸಾಗುತ್ತಿದ್ದಾರೆ. ಖಾಸಗಿ ಬಸ್‌ಗಳು ಈ ರೂಟ್‌ನಲ್ಲಿ ಸಂಚಾರ ನಡೆಸುತ್ತಿಲ್ಲ, ಜನಸಂಖ್ಯೆ ಹೆಚ್ಚಾಗಿದ್ದು ಸಾರಿಗೆ ಸಂಚಾರ ಇಲ್ಲದಿರುವುದರಿಂದ ವಿದ್ಯಾರ್ಥಿಗಳು, ವಯಸ್ಕರು, ರೋಗಿಗಳು, ಉದ್ಯೋಗಕ್ಕಾಗಿ ತೆರಳುವವರು ಆತಂಕದಲ್ಲಿದ್ದಾರೆ. ಈ ಬಗ್ಗೆ ಸಾರಿಗೆ ಸಚಿವ, ಮುಖ್ಯಮಂತ್ರಿ, ಕೆಎಸ್ಆರ್‌ಟಿಸಿ ಘಟಕ ಅಧಿಕಾರಿ, ಕೆಎಸ್ಆರ್‌ಟಿಸಿ ಎಂಡಿ, ಶಾಸಕ, ಸಂಸದ, ಜಿಲ್ಲಾಧಿಕಾರಿ, ಆರ್‌ಟಿಒ, ಟ್ರಾನ್ಸ್‌ಪೋರ್ಟ್ ಕಮೀಷನರ್ ಮೊದಲಾದವರಿಗೆ ಇ-ಮೇಲ್ ಕಳುಹಿಸಲಾಗಿದೆ. ಆದರೂ ಯಾವುದೇ ಪ್ರತಿಕ್ರಿಯೆ ಉಂಟಾಗಿಲ್ಲ. ಕೂಡಲೇ ಈ ರೂಟ್‌ನಲ್ಲಿ ಕೆಎಸ್ಆರ್‌ಟಿಸಿ ಬಸ್ ಮಂಜೂರುಗೊಳಿಸಿ ಜನರು ಅನುಭವಿಸುವ ತೊಂದರೆಗಳಿಗೆ ಶಾಶ್ವತ ಪರಿಹಾರ ಕಲ್ಪಿಸಬೇಕೆಂದು ಸಾರ್ವಜನಿಕರು ಒತ್ತಾಯಿಸಿದ್ದಾರೆ. <box>30 204 172 447</box>
meeting-photo <box>448 486 686 582</box>
email-link[interactable]: diganthamlr@gmail.com <box>541 103 650 114</box>
lead-body-col4 <box>634 356 770 432</box>
epaper-link[interactable]: epaper.hosadigantha.com <box>390 103 507 114</box>
article-headline: ಫೆ.19: ಪ್ರಕೃತಿ ಚಿಕಿತ್ಸಾ ವೈದ್ಯಾಧಿಕಾರಿಗಳ ಸಭೆ <box>30 495 127 528</box>
qr-instructions <box>162 38 302 90</box>
bhajanotsava-photo <box>706 979 934 1119</box>
ceremony-photo <box>188 486 432 582</box>
quote-box <box>444 1318 624 1456</box>
article-body: ಹೊಸಂಗಡಿ: ಮಂಜೇಶ್ವರ ಗೋವಿಂದ ಪೈ ಸ್ಮಾರಕ ಸರಕಾರಿ ಕಾಲೇಜಿನ ರಾಷ್ಟ್ರೀಯ ಸೇವಾ ಯೋಜನೆ (ಎನ್ನೆಸ್ಸೆಸ್) ವಿದ್ಯಾರ್ಥಿಗಳು ನೂತನ ರಸ್ತೆ ನಿರ್ಮಿಸಿ ಮಾದರಿಯಾಗಿದ್ದಾರೆ. ಸೋಮಶೇಖರ ಉದ್ಘಾಟಿಸಿದರು. ಎಣ್ಮಕಜೆ ಗ್ರಾಮ ಪಂಚಾಯತ್ ಸದಸ್ಯ ರಾಧಾಕೃಷ್ಣ ನಾಯಕ್, ಪದ್ಮಶ್ರೀ ಶೆಟ್ಟಿ, ಮಂಜೇಶ್ವರ ಸರಕಾರಿ ಕಾಲೇಜು ಪ್ರಾಂಶುಪಾಲ ಡಾ.ಮಹಮ್ಮದಾಲಿ ಪೆರ್ಲ, ರಕ್ಷಕ ಶಿಕ್ಷಕ ಸಂಘದ ಅಧ್ಯಕ್ಷ ವಿಕ್ಟರ್ ಡಿ.ಸೋಜಾ, ಉಪಾಧ್ಯಕ್ಷ ಉಮ್ಮರ್ ಕಂಗಿಳಮೂಲೆ, ಅಬೂಬಕ್ಕರ್ ಪರ್ವನ, ಎನ್.ಎಸ್.ಎಸ್. ಸ್ವಯಂಸೇವಕರು ಉಪಸ್ಥಿತರಿದ್ದರು. <box>188 967 304 1093</box>
bridge-photo <box>338 214 628 310</box>
bottom-body-col1: ಬದಿಯಡ್ಕ: ಕೊಲ್ಲಂಗಾನವೆಂಬ ಕುಗ್ರಾಮವನ್ನು ಕಲಾಗ್ರಾಮವನ್ನಾಗಿಸಿದ ಕೀರ್ತಿ ನವರಂಗ್ ಆರ್ಟ್ಸ್ ಸಂಸ್ಥೆಗೆ ಸಲ್ಲುತ್ತದೆ. 50 ವರ್ಷಗಳ ಹಿಂದೆ ಸಮಾನ ಮನಸ್ಕರ ತಂಡದ ಕಾರ್ಯ ಅನೇಕ ಕಲಾವಿದರನ್ನು ಹುಟ್ಟುಹಾಕುವಲ್ಲಿ ಕಾರಣವಾಗಿದೆ ಎಂದು ಹಿರಿಯ ರಂಗ ನಿರ್ದೇಶಕ ಡಾ.ಸುಬ್ಬಣ್ಣ ರೈ ಹೇಳಿದರು. ಕೊಲ್ಲಂಗಾನ ನಾರಾಯಣ ನವರಂಗ್ ಆರ್ಟ್ಸ್ ಕಲಾಸಂಸ್ಥೆ ಸುವರ್ಣ ಮಹೋತ್ಸವದ ಸಂದರ್ಭದಲ್ಲಿ ಶಿಥಿಲಾವಸ್ಥೆಯಲ್ಲಿರುವ ರಂಗಮಂದಿರ - ಬಣ್ಣದ ಮನೆಯ ಪುನರ್ ನಿರ್ಮಾಣ ಕಾರ್ಯವನ್ನು ಉದ್ಘಾಟಿಸಿ ಅವರು ಮಾತನಾಡಿದರು. ಕೊಲ್ಲಂಗಾನ ಶ್ರೀ ಕ್ಷೇತ್ರದ ಶ್ರೀ ಚಕ್ರ ಆರಾಧಕ ಬ್ರಹ್ಮಶ್ರೀ ಶಂಕರನಾರಾಯಣ ಉಪಾಧ್ಯಾಯ ಅವರು ಹಿರಿಯರ ಶಾಸ್ತ್ರೋಕ್ತ ರಂಗ ಮಂದಿರದಲ್ಲಿ ಭಾವಪೂರ್ಣ <box>28 1318 176 1433</box>
section-name: ಸಂಗಮ <box>730 56 804 91</box>
photo-caption: ಅನೇಕ ಮಂದಿ ಇಂದು ನಾಡಿನಾದ್ಯಂತ ಹೆಸರನ್ನು ಗಳಿಸುತ್ತಾ ಮುಂದುವರಿಯುತ್ತಿದ್ದಾರೆ. ಅವರೆಲ್ಲರೂ ಒಂದೇ ಮನಸ್ಸಿನಿಂದ ಕೈಜೋಡಿಸಿದರೆ 50ನೇ ವರ್ಷದ ಸಂಭ್ರಮ ಸ್ಮರಣೀಯವಾಗಲಿದೆ ಎಂದರು. <box>180 1428 436 1448</box>
article-body: ಕುಂಬಳೆ: ಸಮಸ್ತ ಹಿಂದೂಗಳು ಎಲ್ಲಾ ಅಸಮಾನತೆಗಳನ್ನು ತೊರೆದು ಒಗ್ಗಟ್ಟಿನಿಂದ ಬಾಳಬೇಕಾದ ಅನಿವಾರ್ಯತೆ ಎದುರಾಗಿದೆ. ಜಾತಿ, ನೀತಿ, ಬಡವ, ಬಲ್ಲಿದ ಎಂಬ ಭೇದ ಇಲ್ಲದೆ ಎಲ್ಲರೂ ಒಂದಾಗಿ ಹಿಂದೂ ಸಮಾಜದ ಸಂರಕ್ಷಣೆಗೆ ಮುಂದಾಗಬೇಕು ಎಂದು ಹಿಂದು ಸಮಾಜೋತ್ಸವ ಸಮಿತಿ ಅಧ್ಯಕ್ಷ ದಾಮೋದರ ದೇಲಂಪಾಡಿ ಹೇಳಿದರು. ಸುರೇಶ್ ನಾಯರ್, ಕೃಷ್ಣಪ್ರಸಾದ್ ಭಟ್ ಸಹಿತ ಹಲವರು ಉಪಸ್ಥಿತರಿದ್ದರು. <box>448 588 686 640</box>
link-label: Email <box>514 103 540 114</box>
lead-sidebox <box>634 214 770 352</box>
link-label: website <box>226 103 260 114</box>
subheading: ಯಕ್ಷಗಾನ <box>313 728 338 738</box>
quote-body: ನವಮಾಧ್ಯಮಗಳಿಂದ ರಂಗಚಟುವಟಿಕೆಗೆ ಸಲ್ಪಮಟ್ಟಿನ ಹಿನ್ನಡೆಯುಂಟಾಗಿದೆ. ರಂಗ ಚಟುವಟಿಕೆ ಅಂದರೆ ಕೊಡುಕೊಳ್ಳುವಿಕೆ ಇದ್ದರೆ ಮಾತ್ರ ಅದು ಮುನ್ನಡೆಯಲು ಸಾಧ್ಯವಿದೆ. ಸುವರ್ಣ ವರ್ಷಾಚರಣೆಯಲ್ಲಿರುವ ಕೊಲ್ಲಂಗಾನದ ರಂಗ ಮಂದಿರದ ಕೇಳರನ್ನು ಎತ್ತಿಯುವಲ್ಲಿ ನಾವೆಲ್ಲಾ ಕೈಜೋಡಿಸೋಣ. <box>444 1332 624 1388</box>
subheading: ಸೇತುವೆ ನಿರ್ಮಾಣದಲ್ಲಿ ಹಲವರ ಸಹಕಾರ <box>338 325 442 335</box>
